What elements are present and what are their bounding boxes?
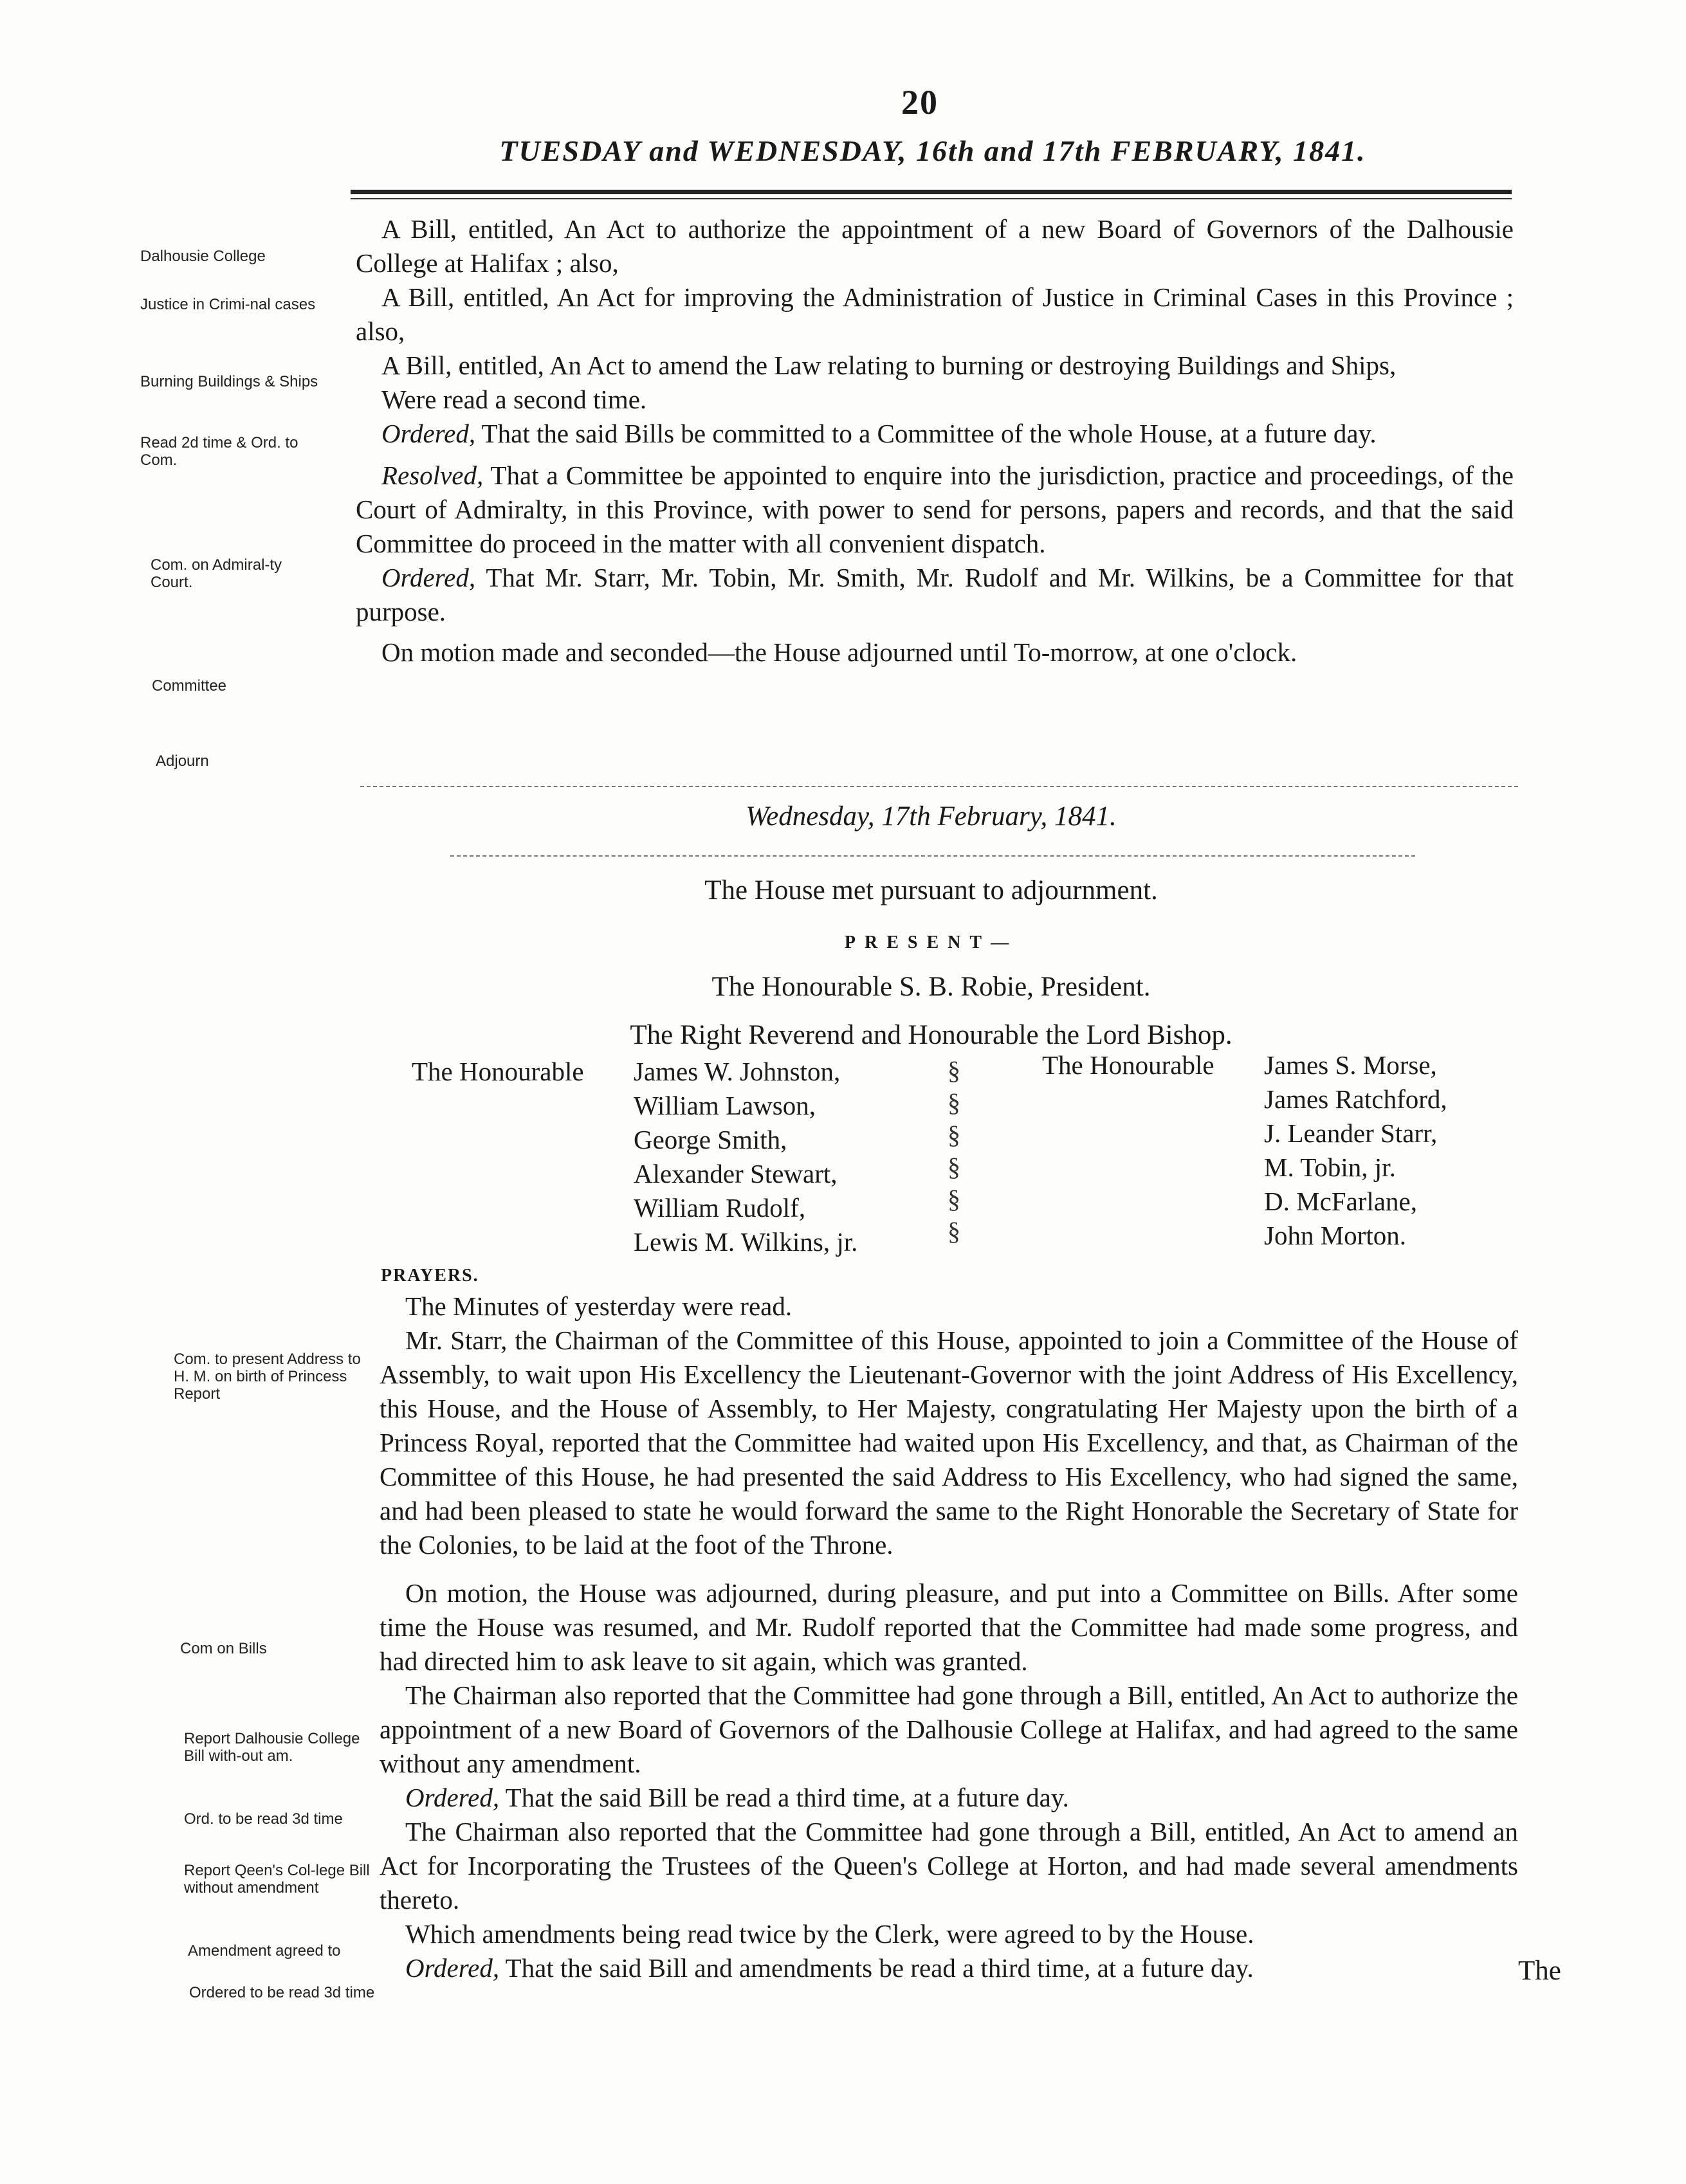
brace-column: § § § § § §	[948, 1056, 960, 1246]
lead-word: Ordered,	[405, 1953, 500, 1983]
members-right	[1264, 1048, 1447, 1253]
paragraph: A Bill, entitled, An Act to amend the Law relating to burning or destroying Buildings and Ships,	[381, 350, 1397, 380]
member-name: James S. Morse,	[1264, 1050, 1437, 1080]
member-name: D. McFarlane,	[1264, 1187, 1417, 1216]
paragraph: Were read a second time.	[381, 385, 647, 414]
header-rule	[351, 190, 1512, 194]
member-name: James W. Johnston,	[634, 1057, 841, 1086]
paragraph: The Chairman also reported that the Committee had gone through a Bill, entitled, An Act to amend an Act for Incorporating the Trustees of the Queen's College at Horton, and had made several amendments thereto.	[380, 1817, 1518, 1915]
catchword: The	[1518, 1956, 1561, 1986]
paragraph-text: That Mr. Starr, Mr. Tobin, Mr. Smith, Mr. Rudolf and Mr. Wilkins, be a Committee for that purpose.	[356, 563, 1514, 626]
prayers-label: PRAYERS.	[381, 1266, 479, 1286]
paragraph-text: That the said Bill and amendments be read a third time, at a future day.	[499, 1953, 1254, 1983]
member-name: Alexander Stewart,	[634, 1159, 838, 1188]
margin-note: Committee	[152, 677, 227, 695]
paragraph: A Bill, entitled, An Act to authorize the appointment of a new Board of Governors of the Dalhousie College at Halifax ; also,	[356, 214, 1514, 278]
paragraph: On motion, the House was adjourned, during pleasure, and put into a Committee on Bills. After some time the House was resumed, and Mr. Rudolf reported that the Committee had made some progress, and had directed him to ask leave to sit again, which was granted.	[380, 1578, 1518, 1676]
margin-note: Com. to present Address to H. M. on birth of Princess Report	[174, 1351, 361, 1403]
member-name: John Morton.	[1264, 1221, 1406, 1250]
members-left	[634, 1055, 857, 1259]
tuesday-proceedings	[356, 212, 1514, 669]
paragraph-text: That the said Bill be read a third time, at a future day.	[499, 1783, 1069, 1812]
paragraph: The Minutes of yesterday were read.	[405, 1291, 793, 1321]
paragraph: A Bill, entitled, An Act for improving the Administration of Justice in Criminal Cases in this Province ; also,	[356, 282, 1514, 346]
margin-note: Burning Buildings & Ships	[140, 373, 318, 390]
paragraph: On motion made and seconded—the House adjourned until To-morrow, at one o'clock.	[381, 637, 1297, 667]
member-name: M. Tobin, jr.	[1264, 1152, 1396, 1182]
paragraph	[380, 1781, 1518, 1815]
margin-note: Report Qeen's Col-lege Bill without amendment	[184, 1862, 370, 1897]
lead-word: Ordered,	[381, 419, 476, 448]
paragraph-text: That the said Bills be committed to a Committee of the whole House, at a future day.	[475, 419, 1377, 448]
president-line: The Honourable S. B. Robie, President.	[711, 972, 1151, 1002]
margin-note: Ord. to be read 3d time	[184, 1810, 343, 1828]
paragraph	[356, 417, 1514, 451]
member-name: Lewis M. Wilkins, jr.	[634, 1227, 858, 1257]
paragraph: Which amendments being read twice by the Clerk, were agreed to by the House.	[405, 1919, 1254, 1949]
bishop-line: The Right Reverend and Honourable the Lord Bishop.	[630, 1020, 1232, 1050]
member-name: J. Leander Starr,	[1264, 1118, 1438, 1148]
margin-note: Ordered to be read 3d time	[189, 1984, 375, 2001]
margin-note: Com. on Admiral-ty Court.	[151, 556, 282, 591]
margin-note: Read 2d time & Ord. to Com.	[140, 434, 298, 469]
margin-note: Com on Bills	[180, 1640, 267, 1657]
margin-note: Adjourn	[156, 752, 209, 770]
page-header: TUESDAY and WEDNESDAY, 16th and 17th FEBRUARY, 1841.	[499, 134, 1366, 167]
paragraph	[380, 1951, 1518, 1985]
margin-note: Dalhousie College	[140, 248, 266, 265]
paragraph	[356, 459, 1514, 561]
section-divider	[450, 855, 1415, 857]
present-label: PRESENT—	[844, 933, 1018, 952]
section-divider	[360, 786, 1518, 787]
paragraph	[356, 561, 1514, 629]
members-left-prefix: The Honourable	[412, 1057, 584, 1086]
margin-note: Justice in Crimi-nal cases	[140, 296, 316, 313]
lead-word: Ordered,	[405, 1783, 500, 1812]
margin-note: Amendment agreed to	[188, 1942, 341, 1960]
margin-note: Report Dalhousie College Bill with-out am.	[184, 1730, 360, 1765]
member-name: William Lawson,	[634, 1091, 816, 1120]
member-name: James Ratchford,	[1264, 1084, 1447, 1114]
members-right-prefix: The Honourable	[1042, 1050, 1214, 1080]
paragraph: Mr. Starr, the Chairman of the Committee of this House, appointed to join a Committee of the House of Assembly, to wait upon His Excellency the Lieutenant-Governor with the joint Address of His Excellency, this House, and the House of Assembly, to Her Majesty, congratulating Her Majesty upon the birth of a Princess Royal, reported that the Committee had waited upon His Excellency, and that, as Chairman of the Committee of this House, he had presented the said Address to His Excellency, who had signed the same, and had been pleased to state he would forward the same to the Right Honorable the Secretary of State for the Colonies, to be laid at the foot of the Throne.	[380, 1325, 1518, 1560]
house-met: The House met pursuant to adjournment.	[704, 875, 1158, 905]
wednesday-heading: Wednesday, 17th February, 1841.	[746, 801, 1117, 832]
paragraph-text: That a Committee be appointed to enquire into the jurisdiction, practice and proceedings, of the Court of Admiralty, in this Province, with power to send for persons, papers and records, and that the said Committee do proceed in the matter with all convenient dispatch.	[356, 460, 1514, 558]
header-rule-thin	[351, 198, 1512, 199]
paragraph: The Chairman also reported that the Committee had gone through a Bill, entitled, An Act to authorize the appointment of a new Board of Governors of the Dalhousie College at Halifax, and had agreed to the same without any amendment.	[380, 1680, 1518, 1778]
lead-word: Ordered,	[381, 563, 476, 592]
wednesday-proceedings	[380, 1289, 1518, 1985]
page-number: 20	[901, 83, 939, 122]
member-name: George Smith,	[634, 1125, 787, 1154]
lead-word: Resolved,	[381, 460, 484, 490]
member-name: William Rudolf,	[634, 1193, 806, 1223]
